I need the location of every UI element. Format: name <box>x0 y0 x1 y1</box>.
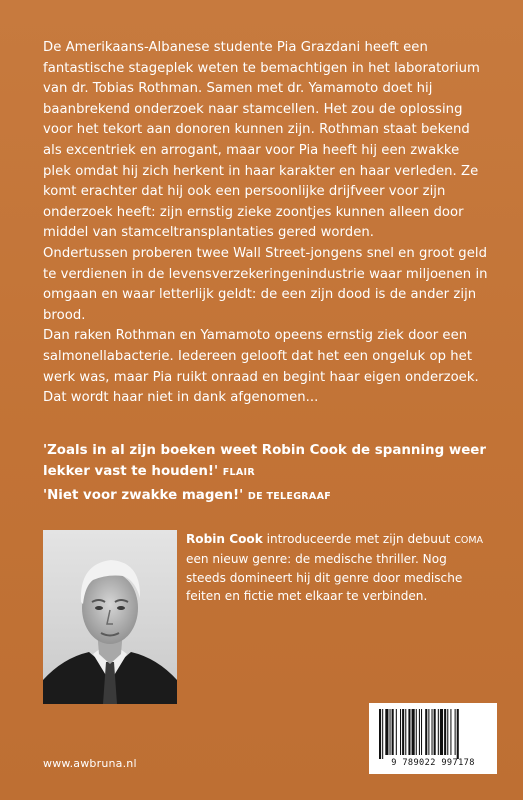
quote-text: 'Niet voor zwakke magen!' <box>43 488 244 503</box>
publisher-website: www.awbruna.nl <box>43 757 137 770</box>
review-quote-flair <box>43 441 493 483</box>
author-bio-text: een nieuw genre: de medische thriller. Nog steeds domineert hij dit genre door medische feiten en fictie met elkaar te verbinden. <box>186 552 463 604</box>
quote-source: FLAIR <box>222 466 256 478</box>
blurb-paragraph-2: Ondertussen proberen twee Wall Street-jongens snel en groot geld te verdienen in de levensverzekeringenindustrie waar miljoenen in omgaan en waar letterlijk geldt: de een zijn dood is de ander zijn brood. <box>43 245 488 323</box>
author-portrait-image <box>43 530 177 704</box>
blurb <box>43 38 488 409</box>
review-quote-telegraaf <box>43 486 493 508</box>
author-bio <box>186 530 486 606</box>
author-bio-intro: introduceerde met zijn debuut <box>266 532 451 546</box>
author-name: Robin Cook <box>186 532 263 546</box>
blurb-paragraph-3: Dan raken Rothman en Yamamoto opeens ernstig ziek door een salmonellabacterie. Iedereen gelooft dat het een ongeluk op het werk was, maar Pia ruikt onraad en begint haar eigen onderzoek. Dat wordt haar niet in dank afgenomen... <box>43 328 479 406</box>
isbn-number: 9 789022 997178 <box>391 758 475 768</box>
blurb-paragraph-1: De Amerikaans-Albanese studente Pia Grazdani heeft een fantastische stageplek weten te bemachtigen in het laboratorium van dr. Tobias Rothman. Samen met dr. Yamamoto doet hij baanbrekend onderzoek naar stamcellen. Het zou de oplossing voor het tekort aan donoren kunnen zijn. Rothman staat bekend als excentriek en arrogant, maar voor Pia heeft hij een zwakke plek omdat hij zich herkent in haar karakter en haar verleden. Ze komt erachter dat hij ook een persoonlijke drijfveer voor zijn onderzoek heeft: zijn ernstig zieke zoontjes kunnen alleen door middel van stamceltransplantaties gered worden. <box>43 40 480 241</box>
quote-text: 'Zoals in al zijn boeken weet Robin Cook de spanning weer lekker vast te houden!' <box>43 443 486 479</box>
isbn-barcode <box>369 703 497 774</box>
debut-title: COMA <box>454 535 484 546</box>
author-photo <box>43 530 177 704</box>
quote-source: DE TELEGRAAF <box>247 491 332 502</box>
